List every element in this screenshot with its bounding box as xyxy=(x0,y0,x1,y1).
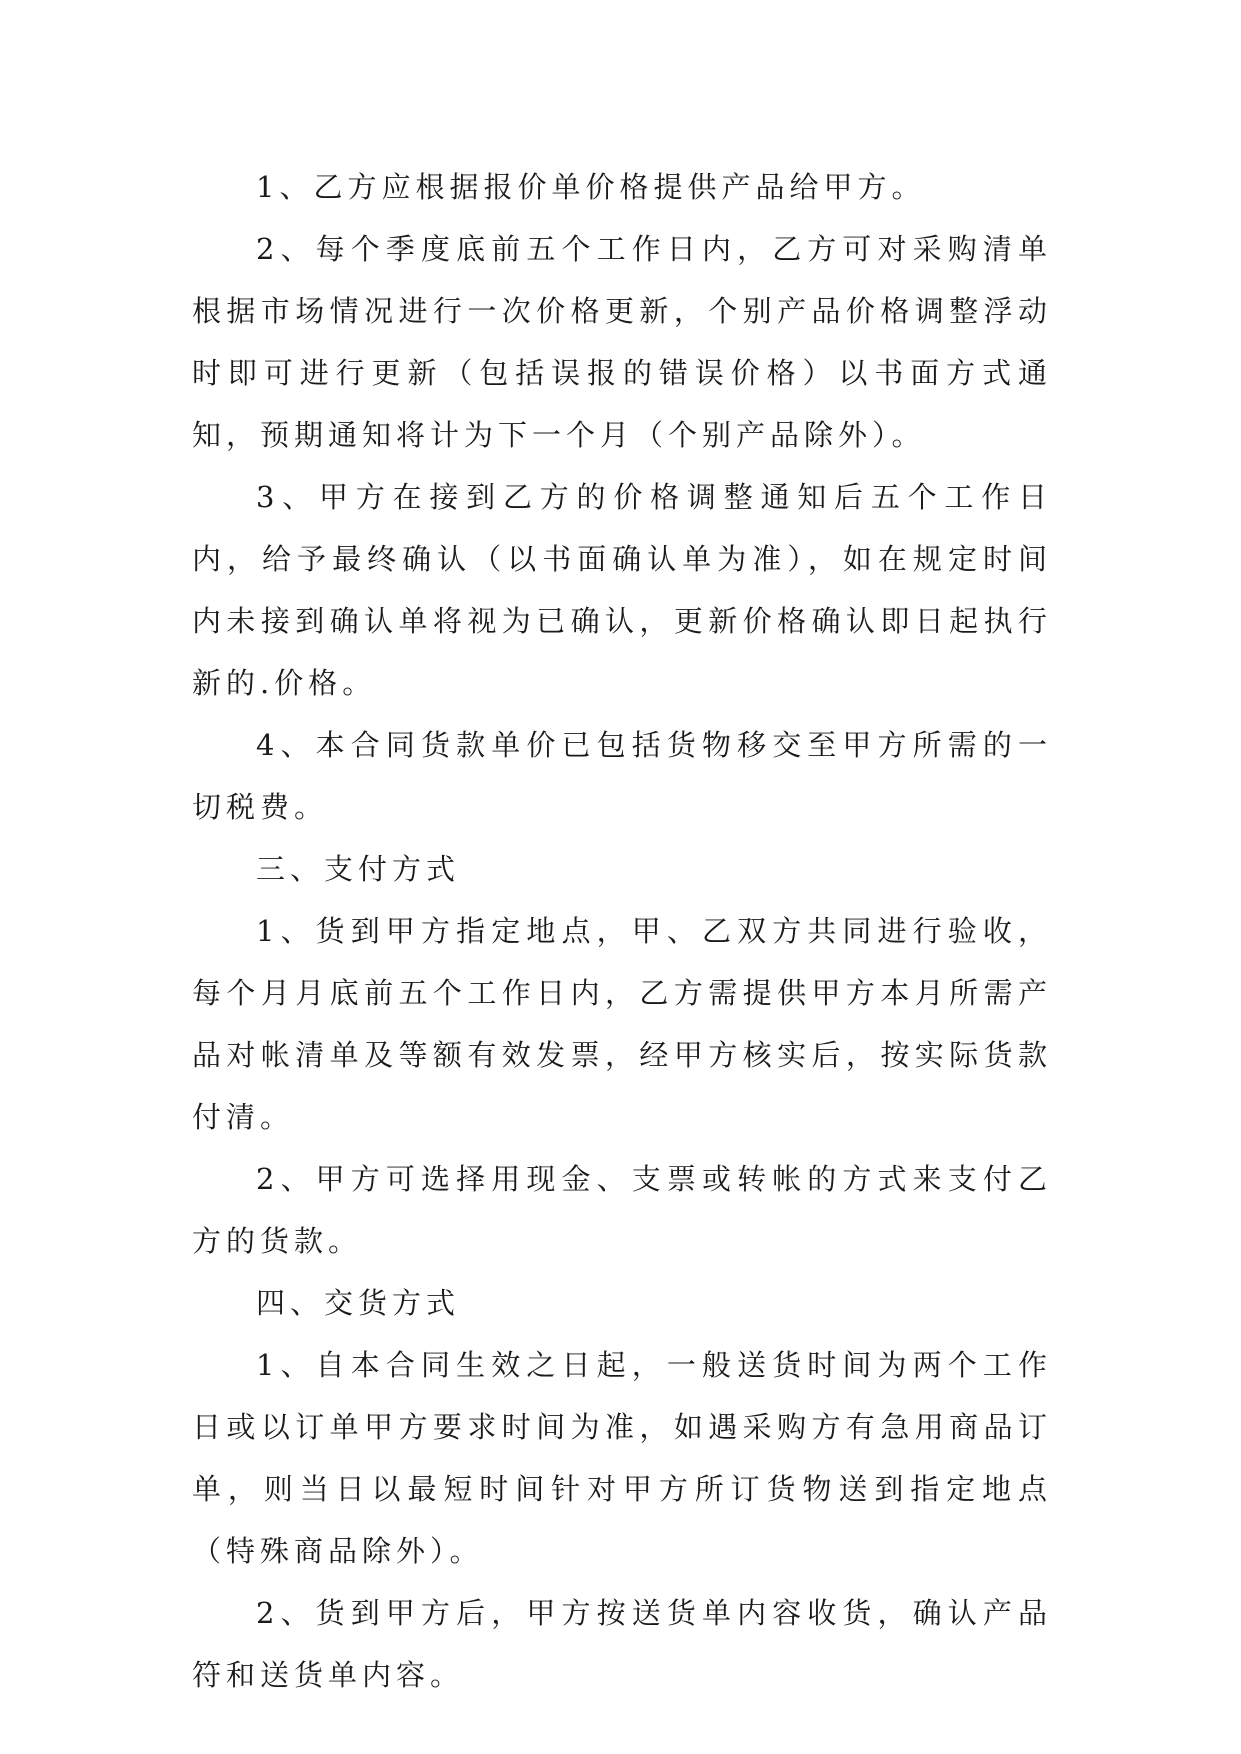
document-body xyxy=(192,156,1052,1706)
section-heading-delivery: 四、交货方式 xyxy=(256,1286,461,1320)
clause-price-confirmation: 3、甲方在接到乙方的价格调整通知后五个工作日内，给予最终确认（以书面确认单为准），如在规定时间内未接到确认单将视为已确认，更新价格确认即日起执行新的.价格。 xyxy=(192,480,1052,700)
clause-payment-methods: 2、甲方可选择用现金、支票或转帐的方式来支付乙方的货款。 xyxy=(192,1162,1052,1258)
clause-taxes-included: 4、本合同货款单价已包括货物移交至甲方所需的一切税费。 xyxy=(192,728,1052,824)
clause-delivery-time: 1、自本合同生效之日起，一般送货时间为两个工作日或以订单甲方要求时间为准，如遇采购方有急用商品订单，则当日以最短时间针对甲方所订货物送到指定地点（特殊商品除外）。 xyxy=(192,1348,1052,1568)
clause-acceptance-and-settlement: 1、货到甲方指定地点，甲、乙双方共同进行验收，每个月月底前五个工作日内，乙方需提供甲方本月所需产品对帐清单及等额有效发票，经甲方核实后，按实际货款付清。 xyxy=(192,914,1052,1134)
clause-receipt-check: 2、货到甲方后，甲方按送货单内容收货，确认产品符和送货单内容。 xyxy=(192,1596,1052,1692)
clause-price-basis: 1、乙方应根据报价单价格提供产品给甲方。 xyxy=(256,170,926,204)
clause-quarterly-price-update: 2、每个季度底前五个工作日内，乙方可对采购清单根据市场情况进行一次价格更新，个别产品价格调整浮动时即可进行更新（包括误报的错误价格）以书面方式通知，预期通知将计为下一个月（个别产品除外）。 xyxy=(192,232,1052,452)
section-heading-payment: 三、支付方式 xyxy=(256,852,461,886)
